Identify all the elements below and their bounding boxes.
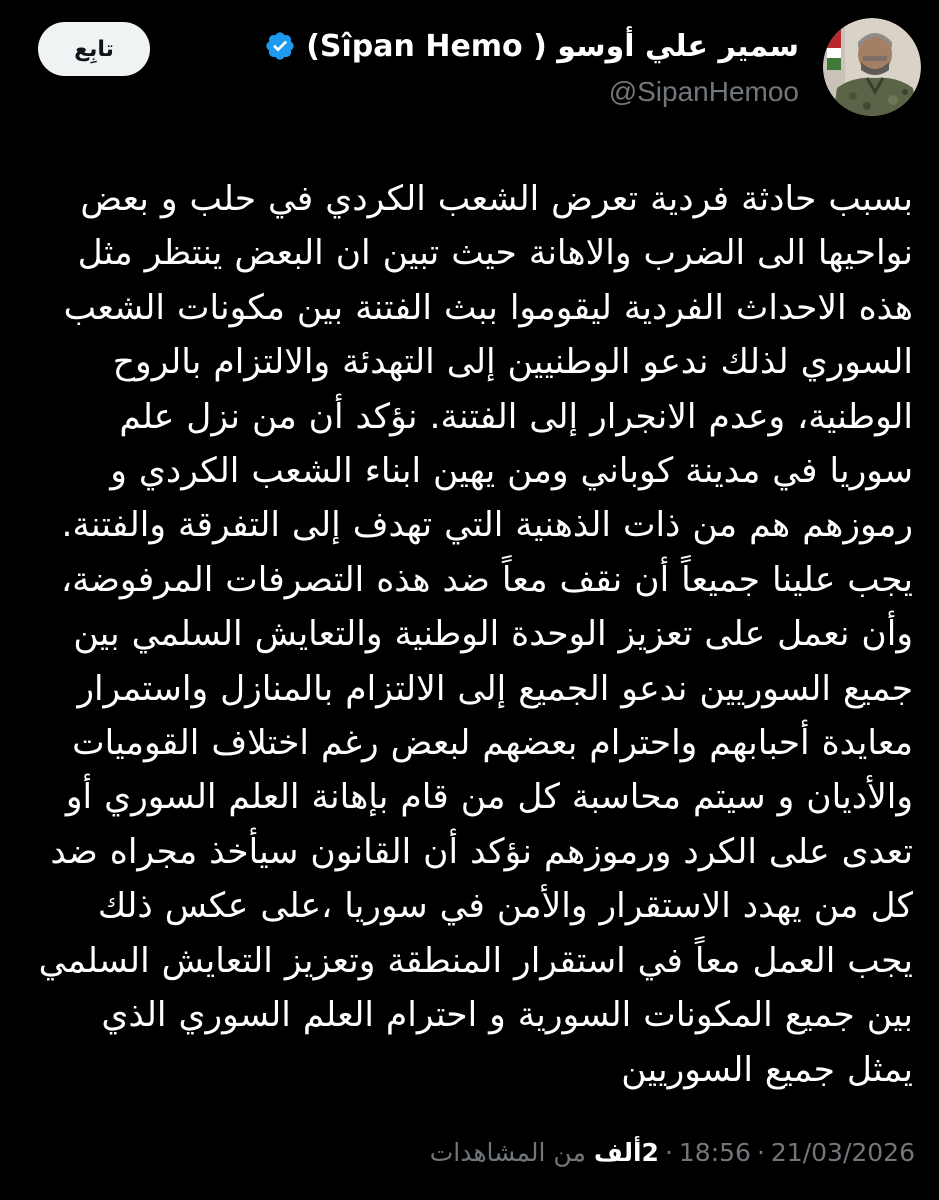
author-display-name[interactable]: سمير علي أوسو ( Sîpan Hemo) bbox=[306, 28, 799, 64]
meta-separator: · bbox=[664, 1138, 673, 1167]
views-label: من المشاهدات bbox=[429, 1138, 586, 1167]
verified-badge-icon[interactable] bbox=[264, 30, 296, 62]
tweet-meta bbox=[24, 1138, 915, 1167]
author-name-row bbox=[264, 26, 799, 66]
tweet-header bbox=[18, 14, 921, 114]
author-handle[interactable]: @SipanHemoo bbox=[608, 76, 799, 107]
tweet-body-text: بسبب حادثة فردية تعرض الشعب الكردي في حلب و بعض نواحيها الى الضرب والاهانة حيث تبين ان البعض ينتظر مثل هذه الاحداث الفردية ليقوموا ببث الفتنة بين مكونات الشعب السوري لذلك ندعو الوطنيين إلى التهدئة والالتزام بالروح الوطنية، وعدم الانجرار إلى الفتنة. نؤكد أن من نزل علم سوريا في مدينة كوباني ومن يهين ابناء الشعب الكردي و رموزهم هم من ذات الذهنية التي تهدف إلى التفرقة والفتنة. يجب علينا جميعاً أن نقف معاً ضد هذه التصرفات المرفوضة، وأن نعمل على تعزيز الوحدة الوطنية والتعايش السلمي بين جميع السوريين ندعو الجميع إلى الالتزام بالمنازل واستمرار معايدة أحبابهم واحترام بعضهم لبعض رغم اختلاف القوميات والأديان و سيتم محاسبة كل من قام بإهانة العلم السوري أو تعدى على الكرد ورموزهم نؤكد أن القانون سيأخذ مجراه ضد كل من يهدد الاستقرار والأمن في سوريا ،على عكس ذلك يجب العمل معاً في استقرار المنطقة وتعزيز التعايش السلمي بين جميع المكونات السورية و احترام العلم السوري الذي يمثل جميع السوريين bbox=[38, 179, 913, 1090]
avatar-photo-icon bbox=[823, 18, 921, 116]
tweet-time[interactable]: 18:56 bbox=[678, 1138, 751, 1167]
author-avatar[interactable] bbox=[823, 18, 921, 116]
views-count[interactable]: 2ألف bbox=[593, 1138, 659, 1167]
meta-separator: · bbox=[756, 1138, 765, 1167]
author-info bbox=[264, 26, 799, 108]
tweet-date[interactable]: 21/03/2026 bbox=[770, 1138, 915, 1167]
follow-button[interactable]: تابِع bbox=[38, 22, 150, 76]
